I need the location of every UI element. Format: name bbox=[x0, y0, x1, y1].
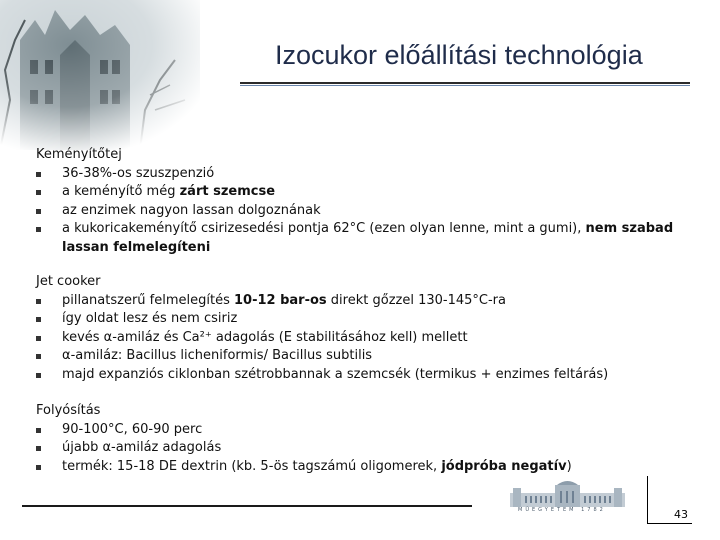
list-item: újabb α-amiláz adagolás bbox=[36, 439, 686, 458]
university-logo-icon bbox=[495, 479, 640, 519]
section-folyositas bbox=[36, 402, 686, 476]
bullet-square-icon bbox=[36, 428, 41, 433]
list-item: 90-100°C, 60-90 perc bbox=[36, 421, 686, 440]
section-heading: Keményítőtej bbox=[36, 147, 122, 162]
page-number: 43 bbox=[674, 508, 688, 521]
bullet-square-icon bbox=[36, 209, 41, 214]
bullet-square-icon bbox=[36, 317, 41, 322]
footer-divider bbox=[22, 505, 472, 507]
bullet-square-icon bbox=[36, 227, 41, 232]
page-number-box bbox=[647, 476, 692, 524]
bullet-square-icon bbox=[36, 373, 41, 378]
bullet-square-icon bbox=[36, 172, 41, 177]
bullet-square-icon bbox=[36, 446, 41, 451]
bullet-square-icon bbox=[36, 465, 41, 470]
bullet-list bbox=[36, 421, 686, 477]
slide-title: Izocukor előállítási technológia bbox=[275, 40, 643, 70]
bullet-list bbox=[36, 292, 686, 385]
section-heading: Jet cooker bbox=[36, 274, 101, 289]
list-item: így oldat lesz és nem csiriz bbox=[36, 310, 686, 329]
list-item: az enzimek nagyon lassan dolgoznának bbox=[36, 202, 676, 221]
bullet-square-icon bbox=[36, 354, 41, 359]
list-item: pillanatszerű felmelegítés 10-12 bar-os direkt gőzzel 130-145°C-ra bbox=[36, 292, 686, 311]
section-kemenyitotej bbox=[36, 146, 676, 257]
section-heading: Folyósítás bbox=[36, 403, 101, 418]
list-item: a kukoricakeményítő csirizesedési pontja 62°C (ezen olyan lenne, mint a gumi), nem szabad lassan felmelegíteni bbox=[36, 220, 676, 257]
section-jet-cooker bbox=[36, 273, 686, 384]
list-item: majd expanziós ciklonban szétrobbannak a szemcsék (termikus + enzimes feltárás) bbox=[36, 366, 686, 385]
list-item: termék: 15-18 DE dextrin (kb. 5-ös tagszámú oligomerek, jódpróba negatív) bbox=[36, 458, 686, 477]
building-photo bbox=[0, 0, 200, 150]
list-item: kevés α-amiláz és Ca²⁺ adagolás (E stabilitásához kell) mellett bbox=[36, 329, 686, 348]
bullet-list bbox=[36, 165, 676, 258]
list-item: a keményítő még zárt szemcse bbox=[36, 183, 676, 202]
title-divider-accent bbox=[240, 85, 690, 86]
list-item: 36-38%-os szuszpenzió bbox=[36, 165, 676, 184]
bullet-square-icon bbox=[36, 336, 41, 341]
bullet-square-icon bbox=[36, 190, 41, 195]
logo-caption: MŰEGYETEM 1782 bbox=[518, 507, 606, 513]
list-item: α-amiláz: Bacillus licheniformis/ Bacillus subtilis bbox=[36, 347, 686, 366]
bullet-square-icon bbox=[36, 299, 41, 304]
title-divider bbox=[240, 82, 690, 84]
